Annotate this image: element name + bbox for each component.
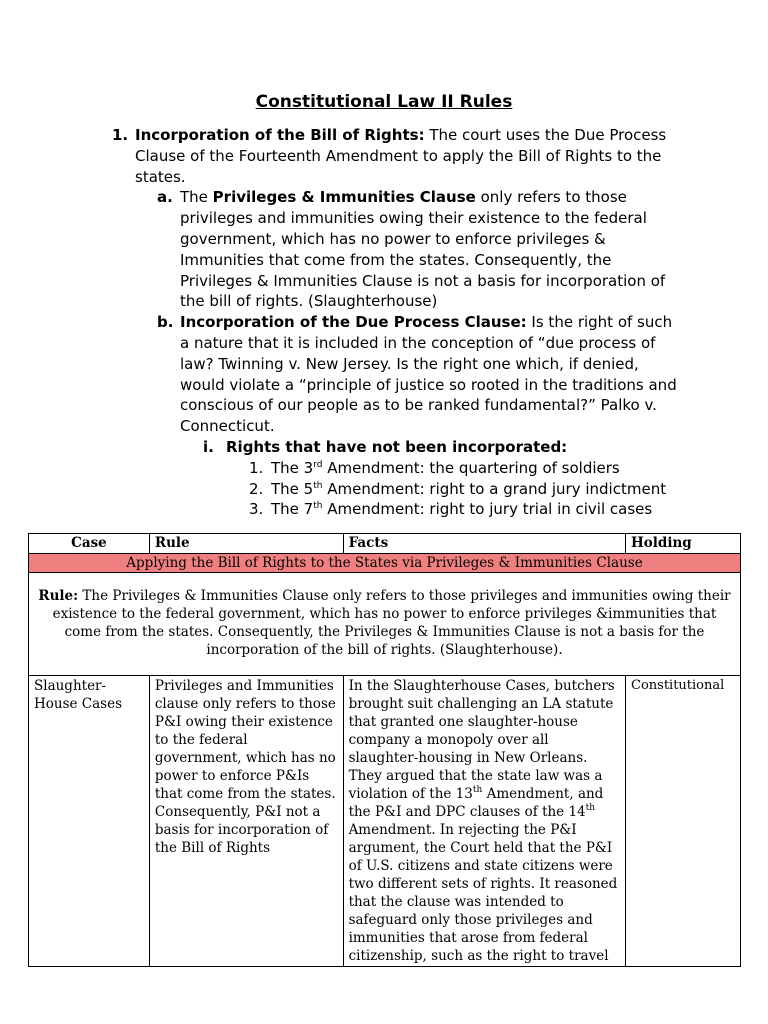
rights-text-pre: The 5: [271, 479, 314, 498]
rights-text-post: Amendment: the quartering of soldiers: [322, 458, 620, 477]
outline-item-a: [157, 187, 680, 312]
table-row: [29, 676, 741, 967]
header-rule: Rule: [149, 534, 343, 554]
list-marker: b.: [157, 313, 174, 332]
facts-cell: [343, 676, 625, 967]
header-holding: Holding: [626, 534, 741, 554]
rights-item-1: [249, 458, 691, 479]
rights-text-pre: The 3: [271, 458, 314, 477]
facts-text: Amendment, and the P&I and DPC clauses of the 14: [348, 786, 604, 820]
ordinal-suffix: th: [313, 501, 323, 512]
item-text: The court uses the Due Process Clause of the Fourteenth Amendment to apply the Bill of Rights to the states.: [135, 126, 667, 186]
header-case: Case: [29, 534, 150, 554]
rights-text-pre: The 7: [271, 500, 314, 519]
section-title: Applying the Bill of Rights to the States via Privileges & Immunities Clause: [29, 554, 741, 573]
section-header-row: [29, 554, 741, 573]
table-header-row: [29, 534, 741, 554]
ordinal-suffix: rd: [313, 459, 323, 470]
rights-item-3: [249, 499, 691, 520]
rights-text-post: Amendment: right to a grand jury indictment: [322, 479, 667, 498]
case-table: [28, 533, 741, 967]
item-heading: Incorporation of the Bill of Rights:: [135, 126, 425, 144]
outline-item-1: [112, 125, 680, 187]
ordinal-suffix: th: [585, 803, 596, 813]
document-title: Constitutional Law II Rules: [255, 92, 513, 112]
ordinal-suffix: th: [313, 480, 323, 491]
outline-item-b: [157, 312, 680, 437]
outline-item-i: [203, 437, 686, 458]
holding-cell: Constitutional: [626, 676, 741, 967]
rights-text-post: Amendment: right to jury trial in civil cases: [322, 500, 653, 519]
item-heading: Rights that have not been incorporated:: [226, 437, 568, 456]
case-name-cell: Slaughter-House Cases: [29, 676, 150, 967]
item-heading: Privileges & Immunities Clause: [212, 188, 476, 207]
item-text: only refers to those privileges and immunities owing their existence to the federal government, which has no power to enforce privileges & Immunities that come from the states. Consequently, the Privileges & Immunities Clause is not a basis for incorporation of the bill of rights. (Slaughterhouse): [180, 188, 666, 311]
list-marker: 1.: [112, 126, 129, 144]
list-marker: 3.: [249, 500, 264, 519]
list-marker: 1.: [249, 458, 264, 477]
header-facts: Facts: [343, 534, 625, 554]
rights-item-2: [249, 479, 691, 500]
list-marker: i.: [203, 437, 214, 456]
list-marker: a.: [157, 188, 173, 207]
item-prefix: The: [180, 188, 213, 207]
facts-text: Amendment. In rejecting the P&I argument, the Court held that the P&I of U.S. citizens and state citizens were two different sets of rights. It reasoned that the clause was intended to safeguard only those privileges and immunities that arose from federal citizenship, such as the right to travel: [348, 822, 618, 964]
rule-label: Rule:: [38, 588, 79, 604]
facts-text: In the Slaughterhouse Cases, butchers brought suit challenging an LA statute that granted one slaughter-house company a monopoly over all slaughter-housing in New Orleans. They argued that the state law was a violation of the 13: [348, 678, 615, 802]
item-text: Is the right of such a nature that it is included in the conception of “due process of law? Twinning v. New Jersey. Is the right one which, if denied, would violate a “principle of justice so rooted in the traditions and conscious of our people as to be ranked fundamental?” Palko v. Connecticut.: [180, 313, 677, 436]
rule-row: [29, 573, 741, 676]
rules-outline: [0, 125, 768, 520]
rule-summary-text: The Privileges & Immunities Clause only refers to those privileges and immunities owing their existence to the federal government, which has no power to enforce privileges &immunities that come from the states. Consequently, the Privileges & Immunities Clause is not a basis for the incorporation of the bill of rights. (Slaughterhouse).: [52, 588, 731, 658]
rule-summary: [29, 573, 741, 676]
item-heading: Incorporation of the Due Process Clause:: [180, 313, 527, 332]
list-marker: 2.: [249, 479, 264, 498]
rule-cell: Privileges and Immunities clause only refers to those P&I owing their existence to the federal government, which has no power to enforce P&Is that come from the states. Consequently, P&I not a basis for incorporation of the Bill of Rights: [149, 676, 343, 967]
ordinal-suffix: th: [472, 785, 483, 795]
